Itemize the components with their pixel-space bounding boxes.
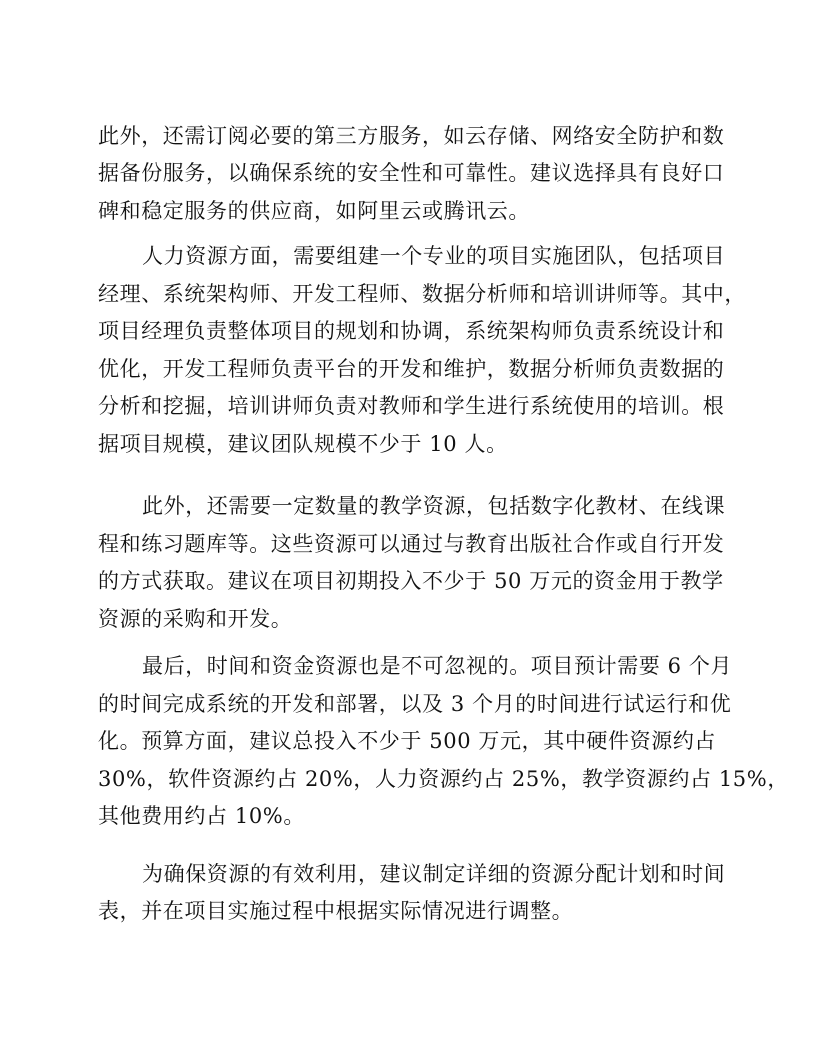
paragraph-2-line-4: 优化，开发工程师负责平台的开发和维护，数据分析师负责数据的: [98, 357, 725, 381]
paragraph-3-line-3: 的方式获取。建议在项目初期投入不少于 50 万元的资金用于教学: [98, 569, 724, 593]
paragraph-4-line-1: 最后，时间和资金资源也是不可忽视的。项目预计需要 6 个月: [142, 654, 733, 678]
paragraph-3-line-4: 资源的采购和开发。: [98, 607, 293, 631]
paragraph-5-line-2: 表，并在项目实施过程中根据实际情况进行调整。: [98, 899, 574, 923]
paragraph-2-line-5: 分析和挖掘，培训讲师负责对教师和学生进行系统使用的培训。根: [98, 394, 725, 418]
paragraph-2-line-1: 人力资源方面，需要组建一个专业的项目实施团队，包括项目: [142, 244, 726, 268]
paragraph-2-line-3: 项目经理负责整体项目的规划和协调，系统架构师负责系统设计和: [98, 319, 725, 343]
paragraph-1-line-3: 碑和稳定服务的供应商，如阿里云或腾讯云。: [98, 199, 530, 223]
paragraph-4-line-4: 30%，软件资源约占 20%，人力资源约占 25%，教学资源约占 15%，: [98, 767, 789, 791]
paragraph-4-line-5: 其他费用约占 10%。: [98, 804, 305, 828]
paragraph-1-line-2: 据备份服务，以确保系统的安全性和可靠性。建议选择具有良好口: [98, 161, 725, 185]
paragraph-3-line-1: 此外，还需要一定数量的教学资源，包括数字化教材、在线课: [142, 494, 726, 518]
paragraph-1-line-1: 此外，还需订阅必要的第三方服务，如云存储、网络安全防护和数: [98, 124, 725, 148]
paragraph-3-line-2: 程和练习题库等。这些资源可以通过与教育出版社合作或自行开发: [98, 532, 725, 556]
paragraph-4-line-3: 化。预算方面，建议总投入不少于 500 万元，其中硬件资源约占: [98, 729, 717, 753]
paragraph-2-line-6: 据项目规模，建议团队规模不少于 10 人。: [98, 432, 508, 456]
paragraph-4-line-2: 的时间完成系统的开发和部署，以及 3 个月的时间进行试运行和优: [98, 692, 732, 716]
paragraph-5-line-1: 为确保资源的有效利用，建议制定详细的资源分配计划和时间: [142, 862, 726, 886]
paragraph-2-line-2: 经理、系统架构师、开发工程师、数据分析师和培训讲师等。其中，: [98, 282, 746, 306]
